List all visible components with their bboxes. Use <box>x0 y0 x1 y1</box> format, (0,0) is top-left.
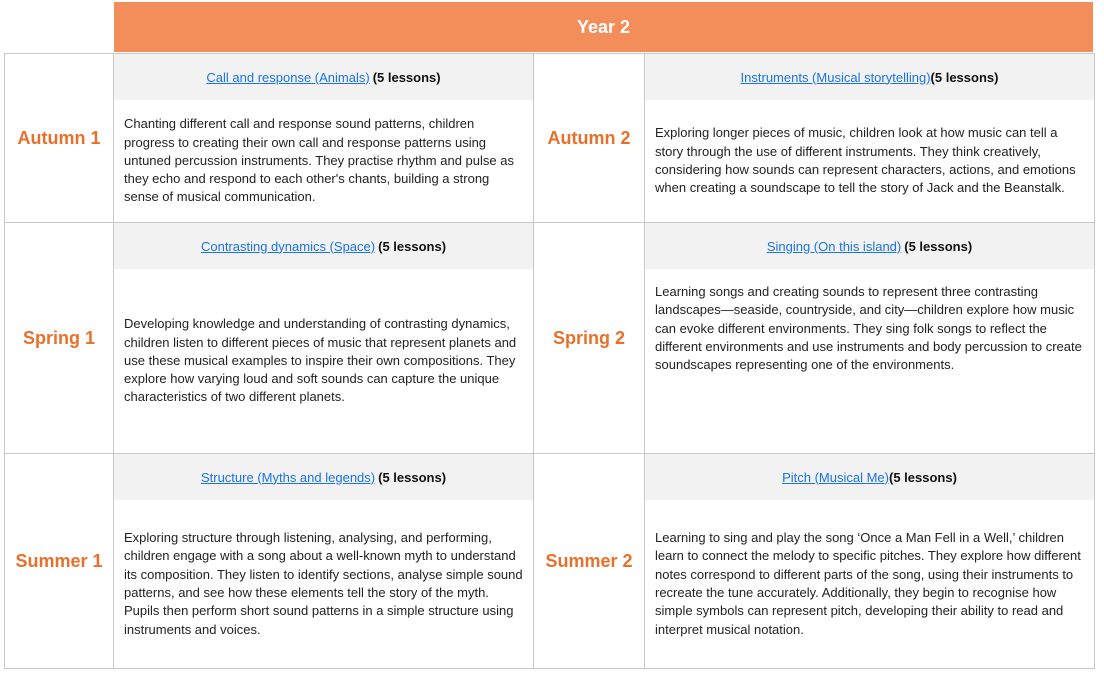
term-label-summer-2: Summer 2 <box>534 454 645 669</box>
year-title: Year 2 <box>576 16 631 37</box>
unit-description: Learning to sing and play the song ‘Once a Man Fell in a Well,’ children learn to connect the melody to specific pitches. They explore how different notes correspond to different parts of the song, using their instruments to recreate the tune accurately. Additionally, they begin to recognise how simple symbols can represent pitch, developing their ability to read and interpret musical notation. <box>655 530 1081 637</box>
term-label-summer-1: Summer 1 <box>5 454 114 669</box>
unit-cell-spring-1 <box>114 223 534 454</box>
unit-link-structure[interactable]: Structure (Myths and legends) <box>200 469 376 485</box>
unit-cell-summer-2 <box>645 454 1095 669</box>
lesson-count: (5 lessons) <box>378 469 447 485</box>
unit-description: Chanting different call and response sound patterns, children progress to creating their own call and response patterns using untuned percussion instruments. They practise rhythm and pulse as they echo and respond to each other's chants, building a strong sense of musical communication. <box>124 116 514 205</box>
unit-link-singing[interactable]: Singing (On this island) <box>766 238 902 254</box>
unit-description: Exploring structure through listening, analysing, and performing, children engage with a song about a well-known myth to understand its composition. They listen to identify sections, analyse simple sound patterns, and see how these elements tell the story of the myth. Pupils then perform short sound patterns in a simple structure using instruments and voices. <box>124 530 523 637</box>
table-row-spring <box>5 223 1095 454</box>
unit-link-call-and-response[interactable]: Call and response (Animals) <box>206 69 370 85</box>
unit-link-pitch[interactable]: Pitch (Musical Me) <box>782 469 889 485</box>
unit-link-instruments[interactable]: Instruments (Musical storytelling) <box>740 69 931 85</box>
lesson-count: (5 lessons) <box>378 238 447 254</box>
term-label-spring-2: Spring 2 <box>534 223 645 454</box>
curriculum-table <box>4 53 1095 669</box>
lesson-count: (5 lessons) <box>930 69 999 85</box>
lesson-count: (5 lessons) <box>889 469 957 485</box>
unit-title <box>114 223 533 269</box>
unit-description: Developing knowledge and understanding of contrasting dynamics, children listen to different pieces of music that represent planets and use these musical examples to inspire their own compositions. They explore how varying loud and soft sounds can capture the unique characteristics of two different planets. <box>124 316 517 405</box>
lesson-count: (5 lessons) <box>904 238 973 254</box>
unit-description: Learning songs and creating sounds to represent three contrasting landscapes—seaside, countryside, and city—children explore how music can evoke different environments. They sing folk songs to reflect the different environments and use instruments and body percussion to create soundscapes representing one of the environments. <box>655 284 1082 373</box>
unit-title <box>114 54 533 100</box>
unit-title <box>645 54 1094 100</box>
unit-cell-spring-2 <box>645 223 1095 454</box>
term-label-autumn-1: Autumn 1 <box>5 54 114 223</box>
unit-link-contrasting-dynamics[interactable]: Contrasting dynamics (Space) <box>200 238 376 254</box>
unit-title <box>645 454 1094 500</box>
unit-cell-summer-1 <box>114 454 534 669</box>
unit-cell-autumn-2 <box>645 54 1095 223</box>
table-row-summer <box>5 454 1095 669</box>
term-label-autumn-2: Autumn 2 <box>534 54 645 223</box>
table-row-autumn <box>5 54 1095 223</box>
term-label-spring-1: Spring 1 <box>5 223 114 454</box>
unit-cell-autumn-1 <box>114 54 534 223</box>
unit-description: Exploring longer pieces of music, children look at how music can tell a story through the use of different instruments. They think creatively, considering how sounds can represent characters, actions, and emotions when creating a soundscape to tell the story of Jack and the Beanstalk. <box>655 125 1076 196</box>
unit-title <box>114 454 533 500</box>
unit-title <box>645 223 1094 269</box>
year-header <box>114 2 1093 52</box>
lesson-count: (5 lessons) <box>372 69 441 85</box>
